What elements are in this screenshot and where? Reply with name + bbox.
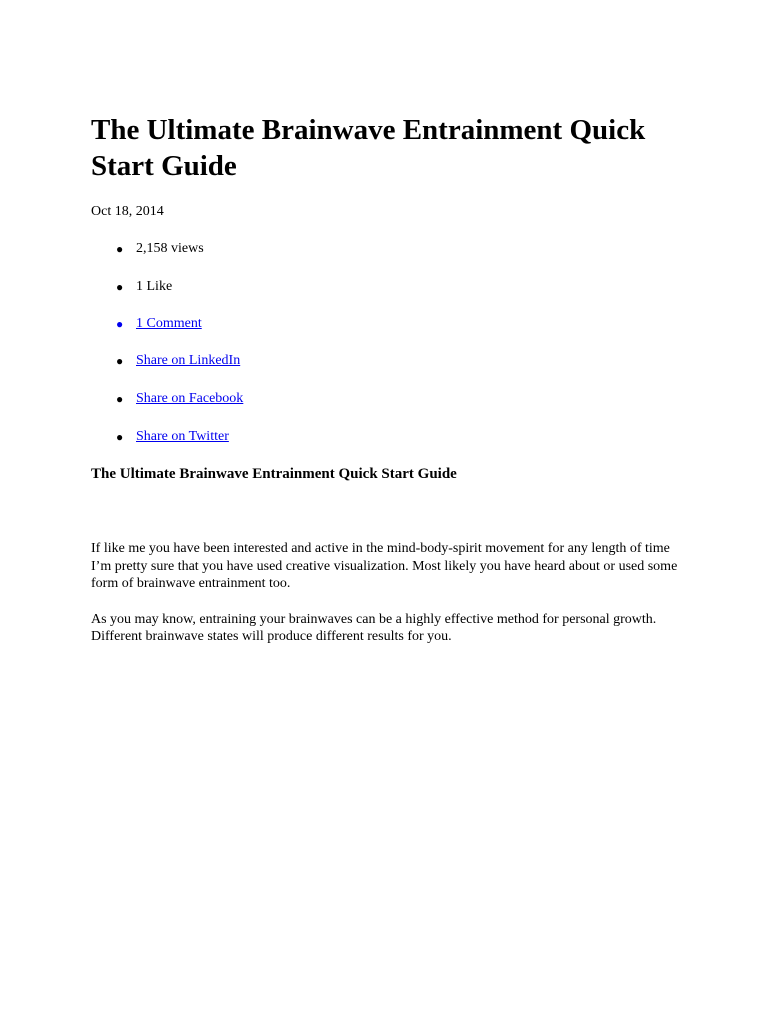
bullet-icon: ●: [116, 430, 124, 444]
comments-item: [91, 315, 681, 333]
likes-count: 1 Like: [136, 279, 173, 294]
bullet-icon: ●: [116, 317, 124, 331]
article-paragraph: If like me you have been interested and active in the mind-body-spirit movement for any length of time I’m pretty sure that you have used creative visualization. Most likely you have heard about or used some form of brainwave entrainment too.: [91, 541, 678, 592]
bullet-icon: ●: [116, 242, 124, 256]
share-facebook-item: [91, 390, 681, 408]
article-subtitle: The Ultimate Brainwave Entrainment Quick Start Guide: [91, 466, 457, 482]
article-meta-list: [91, 240, 681, 446]
share-facebook-link[interactable]: Share on Facebook: [136, 391, 244, 406]
share-twitter-link[interactable]: Share on Twitter: [136, 429, 229, 444]
comments-link[interactable]: 1 Comment: [136, 316, 202, 331]
views-item: [91, 240, 681, 258]
bullet-icon: ●: [116, 392, 124, 406]
article: [91, 112, 681, 646]
article-paragraph: As you may know, entraining your brainwaves can be a highly effective method for personal growth. Different brainwave states will produce different results for you.: [91, 611, 657, 645]
views-count: 2,158 views: [136, 241, 204, 256]
bullet-icon: ●: [116, 280, 124, 294]
share-twitter-item: [91, 428, 681, 446]
article-date: Oct 18, 2014: [91, 204, 164, 219]
share-linkedin-item: [91, 352, 681, 370]
bullet-icon: ●: [116, 354, 124, 368]
share-linkedin-link[interactable]: Share on LinkedIn: [136, 353, 241, 368]
article-title: The Ultimate Brainwave Entrainment Quick Start Guide: [91, 114, 646, 182]
likes-item: [91, 278, 681, 296]
